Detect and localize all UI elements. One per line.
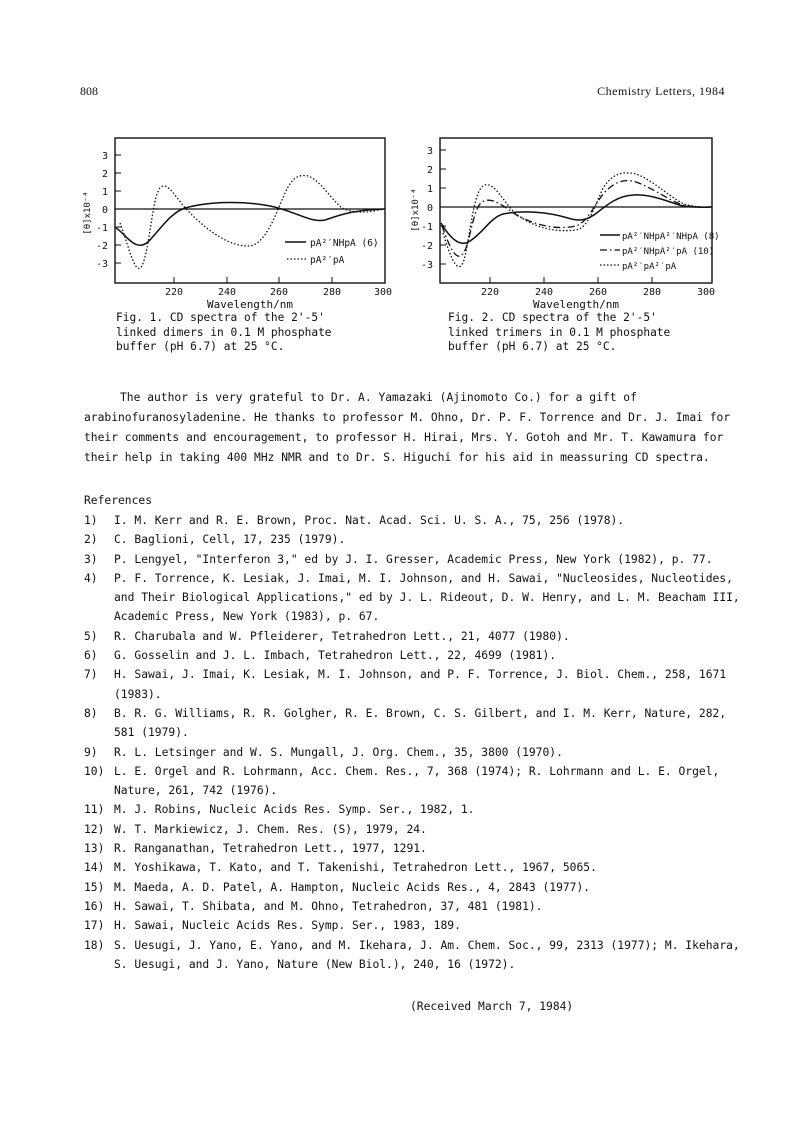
figure-1 bbox=[80, 138, 393, 313]
reference-number: 14) bbox=[84, 861, 105, 875]
reference-number: 10) bbox=[84, 764, 105, 778]
reference-text: I. M. Kerr and R. E. Brown, Proc. Nat. Acad. Sci. U. S. A., 75, 256 (1978). bbox=[114, 514, 625, 527]
reference-item bbox=[84, 665, 744, 704]
y-tick-label: 1 bbox=[101, 187, 108, 198]
x-axis-label: Wavelength/nm bbox=[206, 298, 294, 311]
reference-text: M. J. Robins, Nucleic Acids Res. Symp. Ser., 1982, 1. bbox=[114, 803, 475, 817]
legend bbox=[600, 232, 720, 272]
series-pApA bbox=[120, 176, 385, 269]
reference-text: W. T. Markiewicz, J. Chem. Res. (S), 1979, 24. bbox=[114, 822, 427, 836]
reference-number: 18) bbox=[84, 938, 105, 952]
y-tick-label: -3 bbox=[95, 259, 108, 270]
reference-text: P. F. Torrence, K. Lesiak, J. Imai, M. I. Johnson, and H. Sawai, "Nucleosides, Nucleotides, and Their Biological Applications," ed by J. L. Rideout, D. W. Henry, and L. M. Beacham III, Academic Press, New York (1983), p. 67. bbox=[114, 571, 740, 624]
reference-item bbox=[84, 530, 744, 549]
reference-number: 4) bbox=[84, 571, 98, 585]
reference-text: H. Sawai, Nucleic Acids Res. Symp. Ser., 1983, 189. bbox=[114, 919, 461, 933]
y-axis-label: [θ]x10⁻⁴ bbox=[83, 191, 93, 235]
legend bbox=[285, 238, 379, 266]
x-tick-label: 300 bbox=[373, 287, 393, 298]
references-heading: References bbox=[84, 494, 153, 507]
reference-number: 17) bbox=[84, 919, 105, 933]
x-tick-label: 240 bbox=[217, 287, 237, 298]
figure-1-plot bbox=[80, 138, 393, 313]
reference-number: 5) bbox=[84, 629, 98, 643]
x-axis-label: Wavelength/nm bbox=[532, 298, 620, 311]
y-tick-label: 2 bbox=[101, 169, 108, 180]
reference-number: 8) bbox=[84, 706, 98, 720]
reference-number: 6) bbox=[84, 649, 98, 663]
reference-text: H. Sawai, T. Shibata, and M. Ohno, Tetrahedron, 37, 481 (1981). bbox=[114, 899, 543, 913]
reference-item bbox=[84, 569, 744, 627]
reference-item bbox=[84, 704, 744, 743]
reference-text: R. Charubala and W. Pfleiderer, Tetrahedron Lett., 21, 4077 (1980). bbox=[114, 629, 570, 643]
y-tick-label: -2 bbox=[95, 241, 108, 252]
legend-label: pA²′NHpA²′pA (10) bbox=[622, 247, 715, 257]
reference-text: H. Sawai, J. Imai, K. Lesiak, M. I. Johnson, and P. F. Torrence, J. Biol. Chem., 258, 1671 (1983). bbox=[114, 668, 727, 701]
reference-number: 11) bbox=[84, 803, 105, 817]
series-trimer-10 bbox=[442, 181, 715, 257]
figure-2 bbox=[408, 138, 718, 313]
reference-item bbox=[84, 646, 744, 665]
x-ticks bbox=[481, 277, 715, 298]
reference-item bbox=[84, 878, 744, 897]
page-number: 808 bbox=[80, 84, 98, 98]
reference-item bbox=[84, 511, 744, 530]
y-tick-label: -2 bbox=[420, 241, 433, 252]
reference-text: G. Gosselin and J. L. Imbach, Tetrahedron Lett., 22, 4699 (1981). bbox=[114, 649, 557, 663]
reference-text: M. Yoshikawa, T. Kato, and T. Takenishi, Tetrahedron Lett., 1967, 5065. bbox=[114, 861, 597, 875]
reference-item bbox=[84, 762, 744, 801]
legend-label: pA²′NHpA (6) bbox=[310, 238, 379, 249]
reference-text: P. Lengyel, "Interferon 3," ed by J. I. Gresser, Academic Press, New York (1982), p. 77. bbox=[114, 552, 713, 566]
y-tick-label: -3 bbox=[420, 260, 433, 271]
reference-text: S. Uesugi, J. Yano, E. Yano, and M. Ikehara, J. Am. Chem. Soc., 99, 2313 (1977); M. Ikehara, S. Uesugi, and J. Yano, Nature (New Biol.), 240, 16 (1972). bbox=[114, 938, 740, 971]
reference-item bbox=[84, 936, 744, 975]
reference-item bbox=[84, 820, 744, 839]
reference-number: 16) bbox=[84, 899, 105, 913]
reference-number: 12) bbox=[84, 822, 105, 836]
y-ticks bbox=[96, 151, 121, 270]
legend-label: pA²′pA bbox=[310, 255, 345, 266]
reference-number: 9) bbox=[84, 745, 98, 759]
reference-number: 2) bbox=[84, 533, 98, 547]
x-tick-label: 280 bbox=[322, 287, 342, 298]
figure-2-caption: Fig. 2. CD spectra of the 2'-5' linked trimers in 0.1 M phosphate buffer (pH 6.7) at 25 °C. bbox=[448, 311, 671, 354]
journal-name: Chemistry Letters, 1984 bbox=[597, 84, 725, 98]
reference-text: L. E. Orgel and R. Lohrmann, Acc. Chem. Res., 7, 368 (1974); R. Lohrmann and L. E. Orgel, Nature, 261, 742 (1976). bbox=[114, 764, 720, 798]
figure-2-plot bbox=[408, 138, 718, 313]
y-tick-label: 2 bbox=[426, 165, 433, 176]
reference-number: 15) bbox=[84, 880, 105, 894]
y-tick-label: 3 bbox=[101, 151, 108, 162]
y-tick-label: -1 bbox=[95, 223, 108, 234]
x-tick-label: 220 bbox=[480, 287, 500, 298]
x-tick-label: 260 bbox=[588, 287, 608, 298]
reference-item bbox=[84, 858, 744, 877]
reference-number: 7) bbox=[84, 668, 98, 682]
reference-number: 13) bbox=[84, 842, 105, 856]
received-date: (Received March 7, 1984) bbox=[410, 1000, 574, 1013]
legend-label: pA²′pA²′pA bbox=[622, 262, 677, 272]
reference-item bbox=[84, 916, 744, 935]
reference-item bbox=[84, 627, 744, 646]
reference-number: 1) bbox=[84, 514, 98, 527]
reference-item bbox=[84, 839, 744, 858]
x-tick-label: 280 bbox=[642, 287, 662, 298]
reference-text: C. Baglioni, Cell, 17, 235 (1979). bbox=[114, 533, 346, 547]
reference-list bbox=[84, 511, 744, 974]
x-tick-label: 300 bbox=[696, 287, 716, 298]
y-tick-label: 0 bbox=[101, 205, 108, 216]
x-tick-label: 220 bbox=[164, 287, 184, 298]
x-tick-label: 260 bbox=[269, 287, 289, 298]
y-tick-label: -1 bbox=[420, 222, 433, 233]
reference-item bbox=[84, 550, 744, 569]
reference-item bbox=[84, 743, 744, 762]
x-ticks bbox=[165, 277, 392, 298]
reference-item bbox=[84, 800, 744, 819]
reference-number: 3) bbox=[84, 552, 98, 566]
y-tick-label: 3 bbox=[426, 146, 433, 157]
y-axis-label: [θ]x10⁻⁴ bbox=[411, 188, 421, 232]
reference-text: M. Maeda, A. D. Patel, A. Hampton, Nucleic Acids Res., 4, 2843 (1977). bbox=[114, 880, 591, 894]
legend-label: pA²′NHpA²′NHpA (8) bbox=[622, 232, 720, 242]
y-tick-label: 1 bbox=[426, 184, 433, 195]
plot-frame bbox=[115, 138, 385, 283]
figure-1-caption: Fig. 1. CD spectra of the 2'-5' linked dimers in 0.1 M phosphate buffer (pH 6.7) at 25 °C. bbox=[116, 311, 332, 354]
reference-text: R. Ranganathan, Tetrahedron Lett., 1977, 1291. bbox=[114, 842, 427, 856]
reference-item bbox=[84, 897, 744, 916]
reference-text: B. R. G. Williams, R. R. Golgher, R. E. Brown, C. S. Gilbert, and I. M. Kerr, Nature, 282, 581 (1979). bbox=[114, 706, 727, 740]
y-ticks bbox=[421, 146, 446, 271]
x-tick-label: 240 bbox=[534, 287, 554, 298]
y-tick-label: 0 bbox=[426, 203, 433, 214]
acknowledgement-paragraph: The author is very grateful to Dr. A. Yamazaki (Ajinomoto Co.) for a gift of arabinofuranosyladenine. He thanks to professor M. Ohno, Dr. P. F. Torrence and Dr. J. Imai for their comments and encouragement, to professor H. Hirai, Mrs. Y. Gotoh and Mr. T. Kawamura for their help in taking 400 MHz NMR and to Dr. S. Higuchi for his aid in meassuring CD spectra. bbox=[84, 391, 731, 464]
reference-text: R. L. Letsinger and W. S. Mungall, J. Org. Chem., 35, 3800 (1970). bbox=[114, 745, 563, 759]
